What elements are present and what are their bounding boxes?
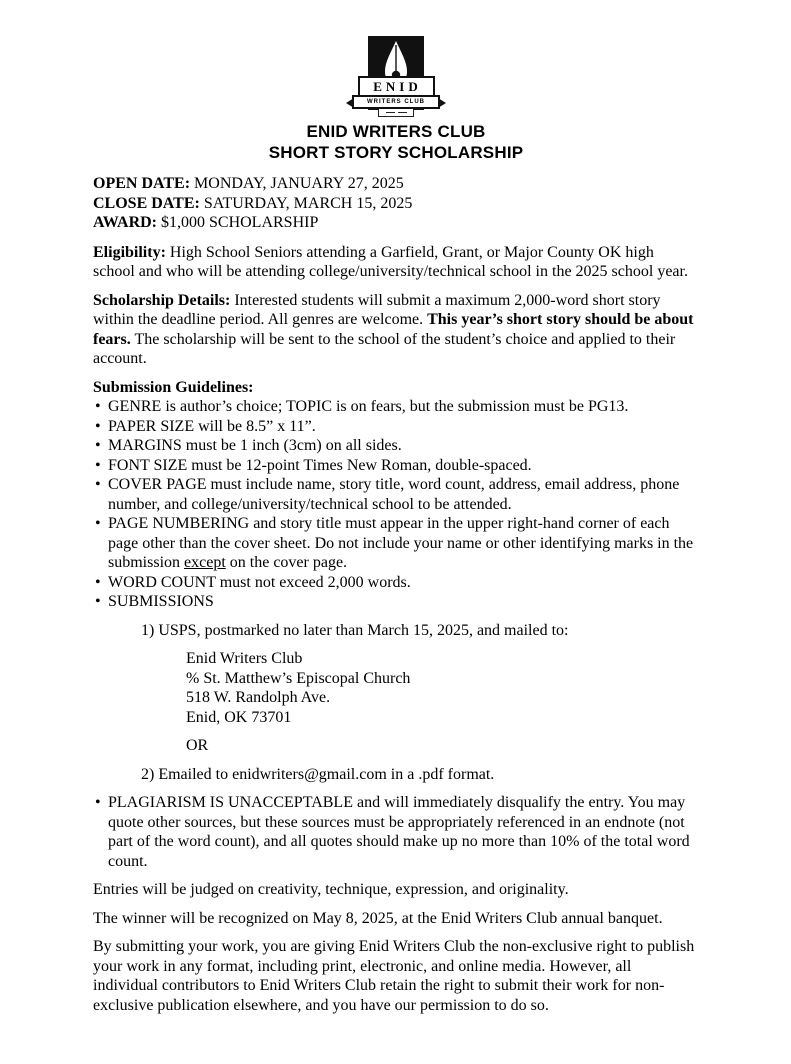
fact-label: AWARD: <box>93 214 157 231</box>
enid-writers-club-logo <box>348 36 444 118</box>
list-item-font-size: • FONT SIZE must be 12-point Times New Roman, double-spaced. <box>93 456 699 476</box>
page-title <box>93 122 699 163</box>
list-item-plagiarism: • PLAGIARISM IS UNACCEPTABLE and will immediately disqualify the entry. You may quote other sources, but these sources must be appropriately referenced in an endnote (not part of the word count), and all quotes should make up no more than 10% of the total word count. <box>93 793 699 871</box>
guidelines-heading: Submission Guidelines: <box>93 378 254 396</box>
scholarship-details-paragraph <box>93 291 699 369</box>
fact-value: $1,000 SCHOLARSHIP <box>161 214 319 231</box>
address-line-street: 518 W. Randolph Ave. <box>186 689 331 706</box>
details-text-after: The scholarship will be sent to the school of the student’s choice and applied to their account. <box>93 330 676 367</box>
fact-award <box>93 213 699 233</box>
page-title-line2: SHORT STORY SCHOLARSHIP <box>268 142 524 162</box>
plagiarism-list <box>93 793 699 871</box>
list-item-word-count: • WORD COUNT must not exceed 2,000 words. <box>93 573 699 593</box>
underlined-word: except <box>184 554 226 571</box>
mailing-address <box>186 649 699 727</box>
guidelines-list <box>93 397 699 612</box>
logo-est-mark <box>378 108 414 117</box>
details-bold-sentence: This year’s short story should be about fears. <box>93 311 694 348</box>
fact-label: CLOSE DATE: <box>93 194 200 212</box>
fact-value: SATURDAY, MARCH 15, 2025 <box>203 194 413 212</box>
eligibility-paragraph <box>93 243 699 282</box>
address-line-city: Enid, OK 73701 <box>186 708 292 726</box>
page-title-line1: ENID WRITERS CLUB <box>306 122 486 141</box>
key-facts <box>93 174 699 233</box>
or-label: OR <box>186 737 209 754</box>
address-line-care-of: % St. Matthew’s Episcopal Church <box>186 669 411 687</box>
judging-paragraph: Entries will be judged on creativity, technique, expression, and originality. <box>93 881 569 898</box>
details-text-before: Interested students will submit a maximum 2,000-word short story within the deadline period. All genres are welcome. <box>93 291 661 328</box>
list-item-genre: • GENRE is author’s choice; TOPIC is on fears, but the submission must be PG13. <box>93 397 699 417</box>
list-item-paper-size: • PAPER SIZE will be 8.5” x 11”. <box>93 417 699 437</box>
logo-ribbon-label: WRITERS CLUB <box>352 95 440 109</box>
fact-close-date <box>93 194 699 214</box>
fact-open-date <box>93 174 699 194</box>
list-item-page-numbering: • PAGE NUMBERING and story title must appear in the upper right-hand corner of each page other than the cover sheet. Do not include your name or other identifying marks in the submission except on the cover page. <box>93 514 699 573</box>
list-item-margins: • MARGINS must be 1 inch (3cm) on all sides. <box>93 436 699 456</box>
submission-email-line: 2) Emailed to enidwriters@gmail.com in a .pdf format. <box>141 765 495 783</box>
rights-paragraph: By submitting your work, you are giving Enid Writers Club the non-exclusive right to publish your work in any format, including print, electronic, and online media. However, all individual contributors to Enid Writers Club retain the right to submit their work for non-exclusive publication elsewhere, and you have our permission to do so. <box>93 938 695 1014</box>
address-line-name: Enid Writers Club <box>186 650 303 667</box>
list-item-cover-page: • COVER PAGE must include name, story title, word count, address, email address, phone number, and college/university/technical school to be attended. <box>93 475 699 514</box>
fact-value: MONDAY, JANUARY 27, 2025 <box>194 175 404 192</box>
eligibility-text: High School Seniors attending a Garfield, Grant, or Major County OK high school and who will be attending college/university/technical school in the 2025 school year. <box>93 243 688 280</box>
logo-enid-label: ENID <box>358 76 435 97</box>
fact-label: OPEN DATE: <box>93 175 191 192</box>
details-label: Scholarship Details: <box>93 291 231 309</box>
submission-usps-line: 1) USPS, postmarked no later than March 15, 2025, and mailed to: <box>141 621 569 639</box>
winner-paragraph: The winner will be recognized on May 8, 2025, at the Enid Writers Club annual banquet. <box>93 909 663 927</box>
logo-banner <box>352 76 440 117</box>
eligibility-label: Eligibility: <box>93 243 166 261</box>
list-item-submissions: • SUBMISSIONS <box>93 592 699 612</box>
